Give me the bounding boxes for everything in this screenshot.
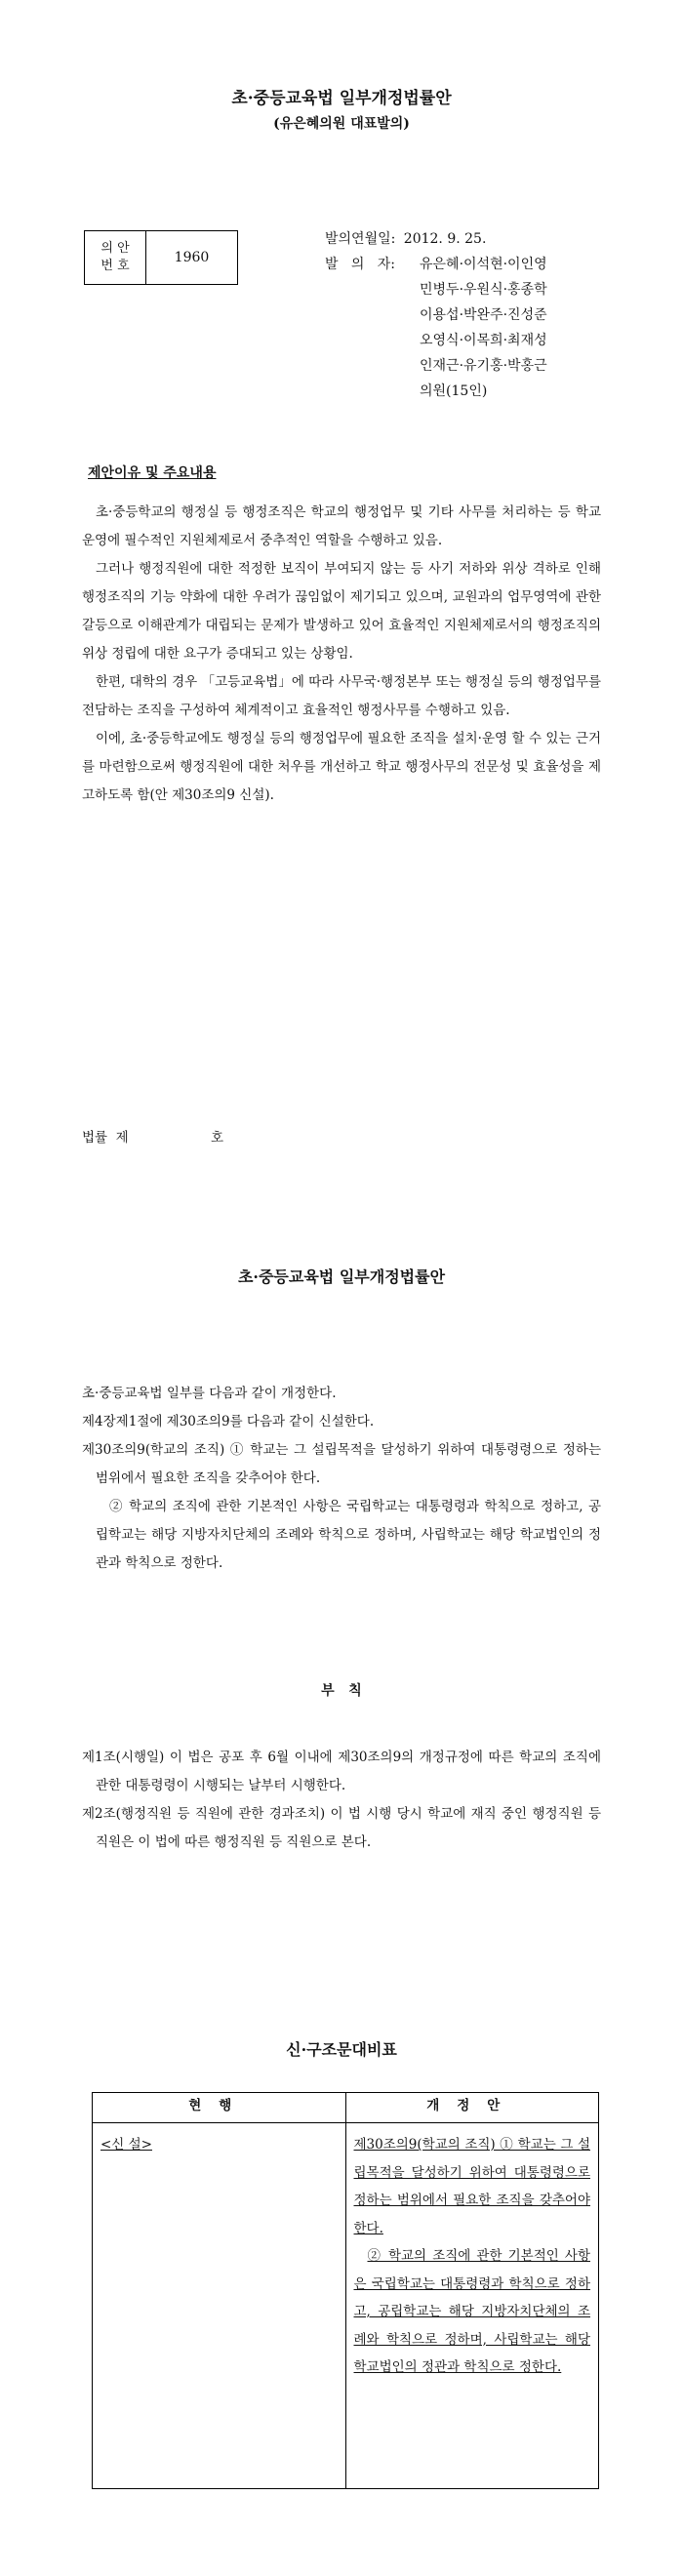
amendment-clause-2: ② 학교의 조직에 관한 기본적인 사항은 국립학교는 대통령령과 학칙으로 정하고, 공립학교는 해당 지방자치단체의 조례와 학칙으로 정하며, 사립학교는 해당 학교법인의 정관과 학칙으로 정한다. bbox=[96, 1499, 601, 1571]
proposal-date-label: 발의연월일: bbox=[325, 231, 396, 247]
proposer-note: (유은혜의원 대표발의) bbox=[273, 116, 410, 132]
comparison-table bbox=[92, 2092, 599, 2489]
amendment-insert-line: 제4장제1절에 제30조의9를 다음과 같이 신설한다. bbox=[82, 1414, 375, 1429]
bill-number-label-line1: 의 안 bbox=[100, 241, 130, 256]
reason-paragraph: 한편, 대학의 경우 「고등교육법」에 따라 사무국·행정본부 또는 행정실 등의 행정업무를 전담하는 조직을 구성하여 체계적이고 효율적인 행정사무를 수행하고 있음. bbox=[82, 674, 601, 718]
column-current: 현행 bbox=[93, 2093, 346, 2123]
proposer-line: 유은혜·이석현·이인영 bbox=[420, 257, 547, 272]
supplementary-article-2: 제2조(행정직원 등 직원에 관한 경과조치) 이 법 시행 당시 학교에 재직 중인 행정직원 등 직원은 이 법에 따른 행정직원 등 직원으로 본다. bbox=[82, 1806, 601, 1850]
current-cell-text: <신 설> bbox=[100, 2137, 152, 2153]
reason-heading: 제안이유 및 주요내용 bbox=[88, 465, 217, 481]
proposed-article: 제30조의9(학교의 조직) ① 학교는 그 설립목적을 달성하기 위하여 대통령령으로 정하는 범위에서 필요한 조직을 갖추어야 한다. bbox=[353, 2137, 590, 2236]
amendment-article: 제30조의9(학교의 조직) ① 학교는 그 설립목적을 달성하기 위하여 대통령령으로 정하는 범위에서 필요한 조직을 갖추어야 한다. bbox=[82, 1442, 601, 1486]
proposer-line: 오영식·이목희·최재성 bbox=[420, 333, 547, 348]
supplementary-body bbox=[82, 1744, 601, 1857]
reason-paragraph: 그러나 행정직원에 대한 적정한 보직이 부여되지 않는 등 사기 저하와 위상 격하로 인해 행정조직의 기능 약화에 대한 우려가 끊임없이 제기되고 있으며, 교원과의 업무영역에 관한 갈등으로 이해관계가 대립되는 문제가 발생하고 있어 효율적인 지원체제로서의 행정조직의 위상 정립에 대한 요구가 증대되고 있는 상황임. bbox=[82, 561, 601, 662]
bill-number-box bbox=[84, 230, 238, 285]
column-proposed: 개정안 bbox=[345, 2093, 599, 2123]
proposer-line: 의원(15인) bbox=[420, 383, 488, 399]
comparison-header-row bbox=[93, 2093, 599, 2123]
bill-number: 1960 bbox=[174, 250, 210, 265]
proposer-line: 민병두·우원식·홍종학 bbox=[420, 282, 547, 298]
supplementary-article-1: 제1조(시행일) 이 법은 공포 후 6월 이내에 제30조의9의 개정규정에 따른 학교의 조직에 관한 대통령령이 시행되는 날부터 시행한다. bbox=[82, 1750, 601, 1793]
amendment-title: 초·중등교육법 일부개정법률안 bbox=[237, 1268, 446, 1286]
bill-number-label bbox=[85, 231, 146, 284]
proposer-line: 인재근·유기홍·박홍근 bbox=[420, 358, 547, 374]
reason-paragraph: 이에, 초·중등학교에도 행정실 등의 행정업무에 필요한 조직을 설치·운영 할 수 있는 근거를 마련함으로써 행정직원에 대한 처우를 개선하고 학교 행정사무의 전문성 및 효율성을 제고하도록 함(안 제30조의9 신설). bbox=[82, 731, 601, 803]
proposer-label: 발 의 자: bbox=[325, 257, 395, 272]
amendment-body bbox=[82, 1380, 601, 1578]
current-cell bbox=[93, 2123, 346, 2489]
document-title: 초·중등교육법 일부개정법률안 bbox=[231, 89, 452, 108]
supplementary-title: 부 칙 bbox=[321, 1683, 362, 1699]
reason-paragraph: 초·중등학교의 행정실 등 행정조직은 학교의 행정업무 및 기타 사무를 처리하는 등 학교운영에 필수적인 지원체제로서 중추적인 역할을 수행하고 있음. bbox=[82, 504, 601, 548]
proposer-list bbox=[420, 252, 547, 404]
comparison-title: 신·구조문대비표 bbox=[286, 2040, 397, 2059]
proposed-cell bbox=[345, 2123, 599, 2489]
proposal-date-row bbox=[325, 226, 486, 252]
law-number-suffix: 호 bbox=[211, 1130, 224, 1146]
law-number-label: 법률 제 bbox=[82, 1130, 129, 1146]
proposal-date: 2012. 9. 25. bbox=[403, 231, 487, 247]
bill-number-label-line2: 번 호 bbox=[100, 259, 130, 273]
proposed-clause-2: ② 학교의 조직에 관한 기본적인 사항은 국립학교는 대통령령과 학칙으로 정하고, 공립학교는 해당 지방자치단체의 조례와 학칙으로 정하며, 사립학교는 해당 학교법인의 정관과 학칙으로 정한다. bbox=[353, 2248, 590, 2375]
comparison-row bbox=[93, 2123, 599, 2489]
proposer-line: 이용섭·박완주·진성준 bbox=[420, 307, 547, 323]
amendment-intro: 초·중등교육법 일부를 다음과 같이 개정한다. bbox=[82, 1386, 337, 1401]
reason-body bbox=[82, 499, 601, 810]
